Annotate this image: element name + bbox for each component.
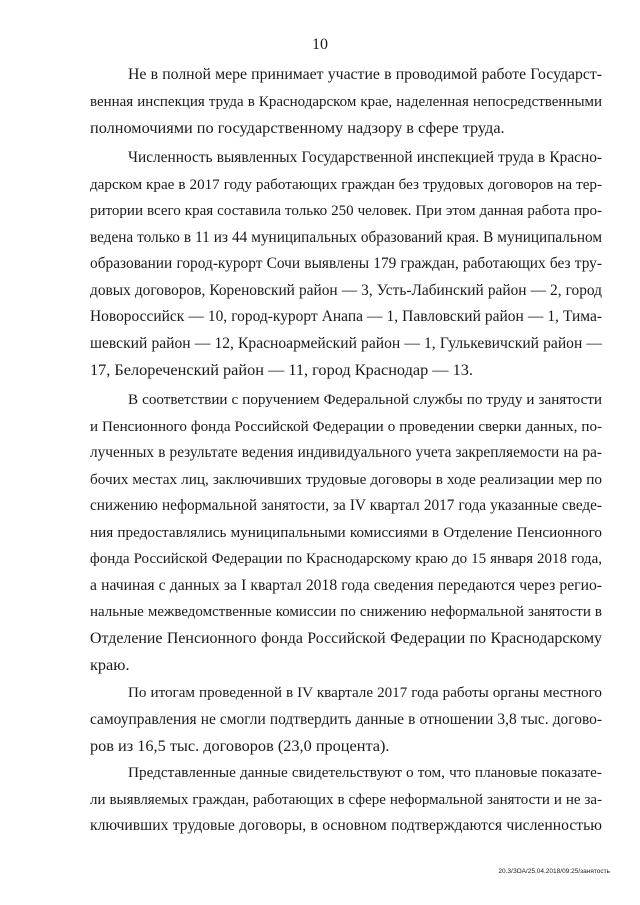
page-number: 10 xyxy=(312,36,328,53)
footer-document-id: 20.3/ЗОА/25.04.2018/09:25/занятость xyxy=(498,868,610,875)
text-line: Не в полной мере принимает участие в проводимой работе Государст- xyxy=(128,66,602,83)
paragraph-3 xyxy=(90,387,602,679)
text-line: ния предоставлялись муниципальными комиссиями в Отделение Пенсионного xyxy=(90,523,602,541)
text-line: Новороссийск — 10, город-курорт Анапа — 1, Павловский район — 1, Тима- xyxy=(90,308,602,325)
text-line: 17, Белореченский район — 11, город Краснодар — 13. xyxy=(90,360,473,379)
text-line: а начиная с данных за I квартал 2018 года сведения передаются через регио- xyxy=(90,576,602,594)
paragraph-4 xyxy=(90,680,602,760)
text-line: шевский район — 12, Красноармейский район — 1, Гулькевичский район — xyxy=(90,334,602,352)
text-line: нальные межведомственные комиссии по снижению неформальной занятости в xyxy=(90,604,602,620)
text-line: и Пенсионного фонда Российской Федерации о проведении сверки данных, по- xyxy=(90,418,602,435)
text-line: Отделение Пенсионного фонда Российской Федерации по Краснодарскому xyxy=(90,629,602,647)
paragraph-5 xyxy=(90,760,602,840)
text-line: ли выявляемых граждан, работающих в сфере неформальной занятости и не за- xyxy=(90,791,602,808)
text-line: Численность выявленных Государственной инспекцией труда в Красно- xyxy=(128,149,602,166)
text-line: ров из 16,5 тыс. договоров (23,0 процента). xyxy=(90,736,390,755)
text-line: ведена только в 11 из 44 муниципальных образований края. В муниципальном xyxy=(90,228,602,246)
text-line: дарском крае в 2017 году работающих граждан без трудовых договоров на тер- xyxy=(90,176,602,193)
text-line: По итогам проведенной в IV квартале 2017 года работы органы местного xyxy=(128,685,602,701)
text-line: краю. xyxy=(90,655,130,674)
text-line: снижению неформальной занятости, за IV квартал 2017 года указанные сведе- xyxy=(90,497,602,514)
text-line: бочих местах лиц, заключивших трудовые договоры в ходе реализации мер по xyxy=(90,470,602,488)
text-line: фонда Российской Федерации по Краснодарскому краю до 15 января 2018 года, xyxy=(90,551,602,567)
text-line: полномочиями по государственному надзору в сфере труда. xyxy=(90,118,505,137)
text-line: образовании город-курорт Сочи выявлены 179 граждан, работающих без тру- xyxy=(90,255,602,272)
text-line: самоуправления не смогли подтвердить данные в отношении 3,8 тыс. догово- xyxy=(90,710,602,728)
text-line: ритории всего края составила только 250 человек. При этом данная работа про- xyxy=(90,203,602,219)
paragraph-2 xyxy=(90,145,602,384)
text-line: Представленные данные свидетельствуют о том, что плановые показате- xyxy=(128,764,602,781)
text-line: довых договоров, Кореновский район — 3, Усть-Лабинский район — 2, город xyxy=(90,281,602,299)
paragraph-1 xyxy=(90,62,602,142)
text-line: лученных в результате ведения индивидуального учета закрепляемости на ра- xyxy=(90,444,602,461)
text-line: венная инспекция труда в Краснодарском крае, наделенная непосредственными xyxy=(90,93,602,110)
text-line: ключивших трудовые договоры, в основном подтверждаются численностью xyxy=(90,817,602,834)
text-line: В соответствии с поручением Федеральной службы по труду и занятости xyxy=(128,392,602,408)
